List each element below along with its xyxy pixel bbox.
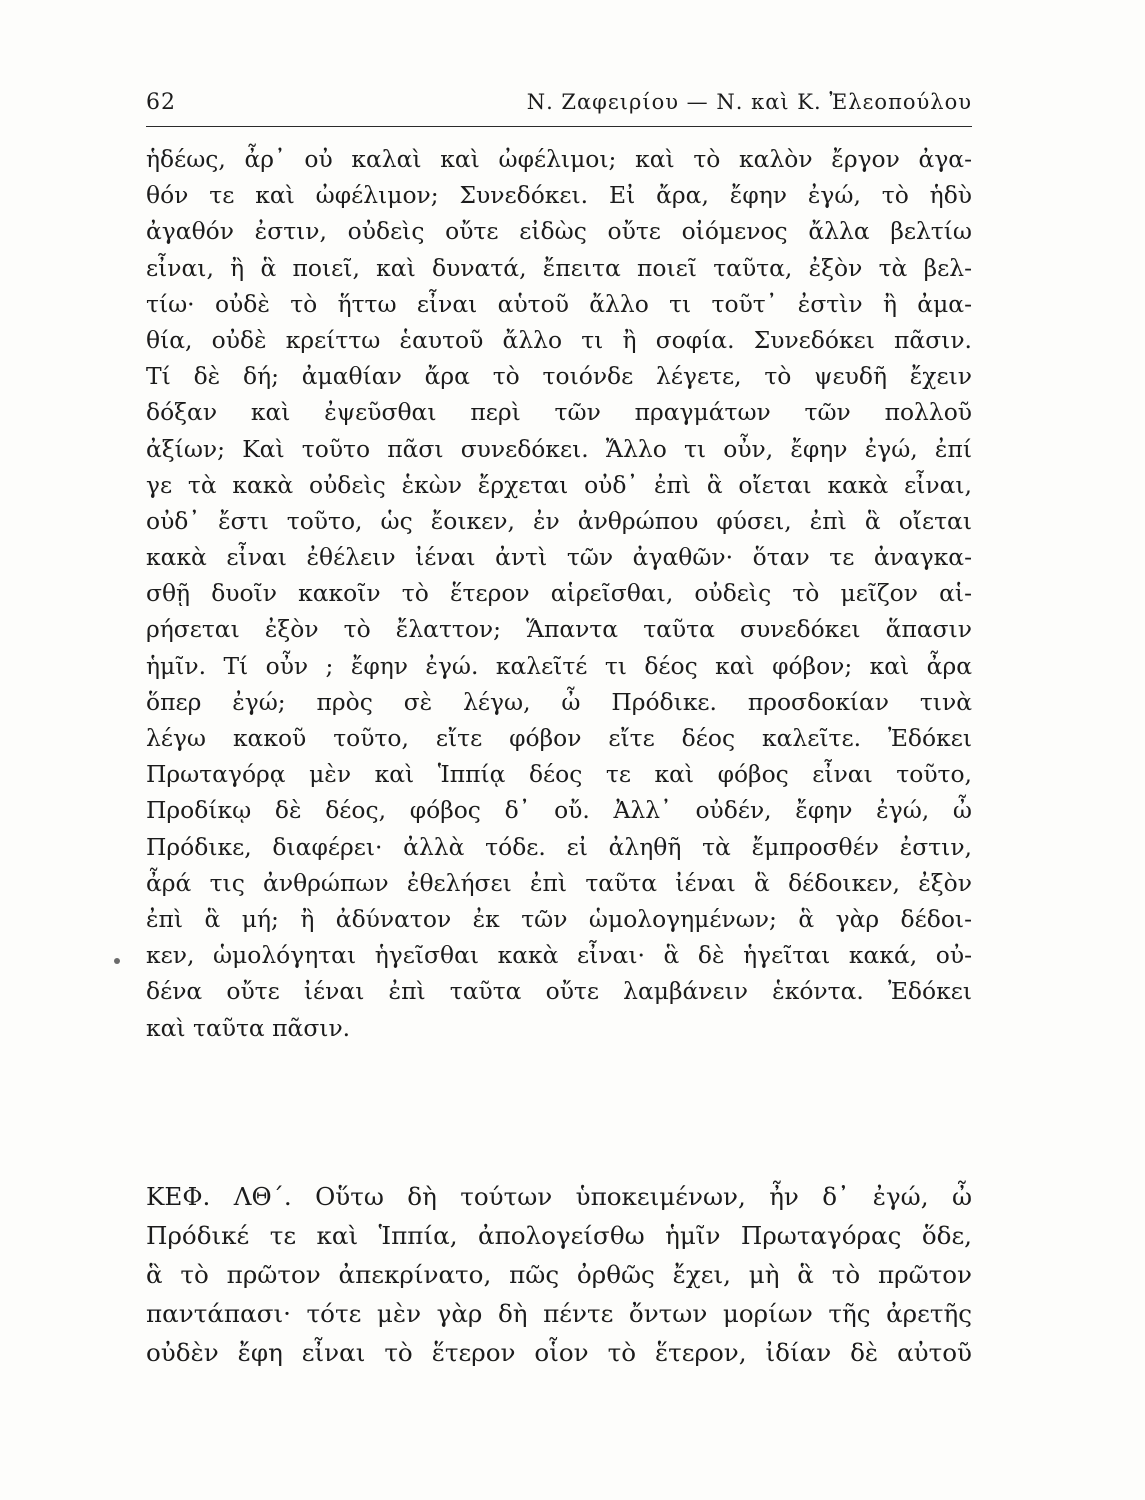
text-line: κακὰ εἶναι ἐθέλειν ἰέναι ἀντὶ τῶν ἀγαθῶν· ὅταν τε ἀναγκα- [146, 543, 972, 572]
page-header [146, 90, 972, 126]
text-line: ὅπερ ἐγώ; πρὸς σὲ λέγω, ὦ Πρόδικε. προσδοκίαν τινὰ [146, 687, 972, 716]
text-line: ἆρά τις ἀνθρώπων ἐθελήσει ἐπὶ ταῦτα ἰέναι ἃ δέδοικεν, ἐξὸν [146, 868, 972, 897]
text-line: γε τὰ κακὰ οὐδεὶς ἑκὼν ἔρχεται οὐδ᾽ ἐπὶ ἃ οἴεται κακὰ εἶναι, [146, 470, 972, 499]
text-line: σθῇ δυοῖν κακοῖν τὸ ἕτερον αἱρεῖσθαι, οὐδεὶς τὸ μεῖζον αἱ- [146, 579, 972, 608]
text-line: θόν τε καὶ ὠφέλιμον; Συνεδόκει. Εἰ ἄρα, ἔφην ἐγώ, τὸ ἡδὺ [146, 181, 972, 210]
chapter-line: ΚΕΦ. ΛΘ΄. Οὕτω δὴ τούτων ὑποκειμένων, ἦν δ᾽ ἐγώ, ὦ [146, 1182, 972, 1211]
text-line: Πρόδικε, διαφέρει· ἀλλὰ τόδε. εἰ ἀληθῆ τὰ ἔμπροσθέν ἐστιν, [146, 832, 972, 861]
text-line: Πρωταγόρᾳ μὲν καὶ Ἱππίᾳ δέος τε καὶ φόβος εἶναι τοῦτο, [146, 760, 972, 789]
text-line: Προδίκῳ δὲ δέος, φόβος δ᾽ οὔ. Ἀλλ᾽ οὐδέν, ἔφην ἐγώ, ὦ [146, 796, 972, 825]
text-line: ἡδέως, ἆρ᾽ οὐ καλαὶ καὶ ὠφέλιμοι; καὶ τὸ καλὸν ἔργον ἀγα- [146, 145, 972, 173]
chapter-line: παντάπασι· τότε μὲν γὰρ δὴ πέντε ὄντων μορίων τῆς ἀρετῆς [146, 1299, 972, 1328]
body-text [146, 141, 972, 1046]
text-line: οὐδ᾽ ἔστι τοῦτο, ὡς ἔοικεν, ἐν ἀνθρώπου φύσει, ἐπὶ ἃ οἴεται [146, 506, 972, 535]
chapter-line: Πρόδικέ τε καὶ Ἱππία, ἀπολογείσθω ἡμῖν Πρωταγόρας ὅδε, [146, 1221, 972, 1250]
running-head: Ν. Ζαφειρίου — Ν. καὶ Κ. Ἐλεοπούλου [526, 90, 972, 114]
text-line: τίω· οὐδὲ τὸ ἥττω εἶναι αὑτοῦ ἄλλο τι τοῦτ᾽ ἐστὶν ἢ ἀμα- [146, 289, 972, 318]
margin-mark [114, 958, 120, 964]
text-line: Τί δὲ δή; ἀμαθίαν ἄρα τὸ τοιόνδε λέγετε, τὸ ψευδῆ ἔχειν [146, 362, 972, 391]
chapter-line: ἃ τὸ πρῶτον ἀπεκρίνατο, πῶς ὀρθῶς ἔχει, μὴ ἃ τὸ πρῶτον [146, 1260, 972, 1289]
chapter-line: οὐδὲν ἔφη εἶναι τὸ ἕτερον οἷον τὸ ἕτερον, ἰδίαν δὲ αὐτοῦ [146, 1338, 972, 1367]
text-line: λέγω κακοῦ τοῦτο, εἴτε φόβον εἴτε δέος καλεῖτε. Ἐδόκει [146, 724, 972, 752]
text-line: ἀγαθόν ἐστιν, οὐδεὶς οὔτε εἰδὼς οὔτε οἰόμενος ἄλλα βελτίω [146, 217, 972, 246]
text-line: ἐπὶ ἃ μή; ἢ ἀδύνατον ἐκ τῶν ὡμολογημένων; ἃ γὰρ δέδοι- [146, 904, 972, 933]
text-line: ἀξίων; Καὶ τοῦτο πᾶσι συνεδόκει. Ἄλλο τι οὖν, ἔφην ἐγώ, ἐπί [146, 434, 972, 463]
chapter-text [146, 1177, 972, 1372]
text-line: ἡμῖν. Τί οὖν ; ἔφην ἐγώ. καλεῖτέ τι δέος καὶ φόβον; καὶ ἆρα [146, 651, 972, 680]
text-line: δένα οὔτε ἰέναι ἐπὶ ταῦτα οὔτε λαμβάνειν ἑκόντα. Ἐδόκει [146, 977, 972, 1006]
text-line: καὶ ταῦτα πᾶσιν. [146, 1013, 351, 1042]
page-number: 62 [146, 90, 176, 115]
text-line: κεν, ὡμολόγηται ἡγεῖσθαι κακὰ εἶναι· ἃ δὲ ἡγεῖται κακά, οὐ- [146, 941, 972, 970]
text-line: εἶναι, ἢ ἃ ποιεῖ, καὶ δυνατά, ἔπειτα ποιεῖ ταῦτα, ἐξὸν τὰ βελ- [146, 253, 972, 282]
text-line: δόξαν καὶ ἐψεῦσθαι περὶ τῶν πραγμάτων τῶν πολλοῦ [146, 398, 972, 427]
text-line: θία, οὐδὲ κρείττω ἑαυτοῦ ἄλλο τι ἢ σοφία. Συνεδόκει πᾶσιν. [146, 325, 972, 354]
header-rule [146, 126, 972, 127]
text-line: ρήσεται ἐξὸν τὸ ἔλαττον; Ἅπαντα ταῦτα συνεδόκει ἅπασιν [146, 615, 972, 644]
